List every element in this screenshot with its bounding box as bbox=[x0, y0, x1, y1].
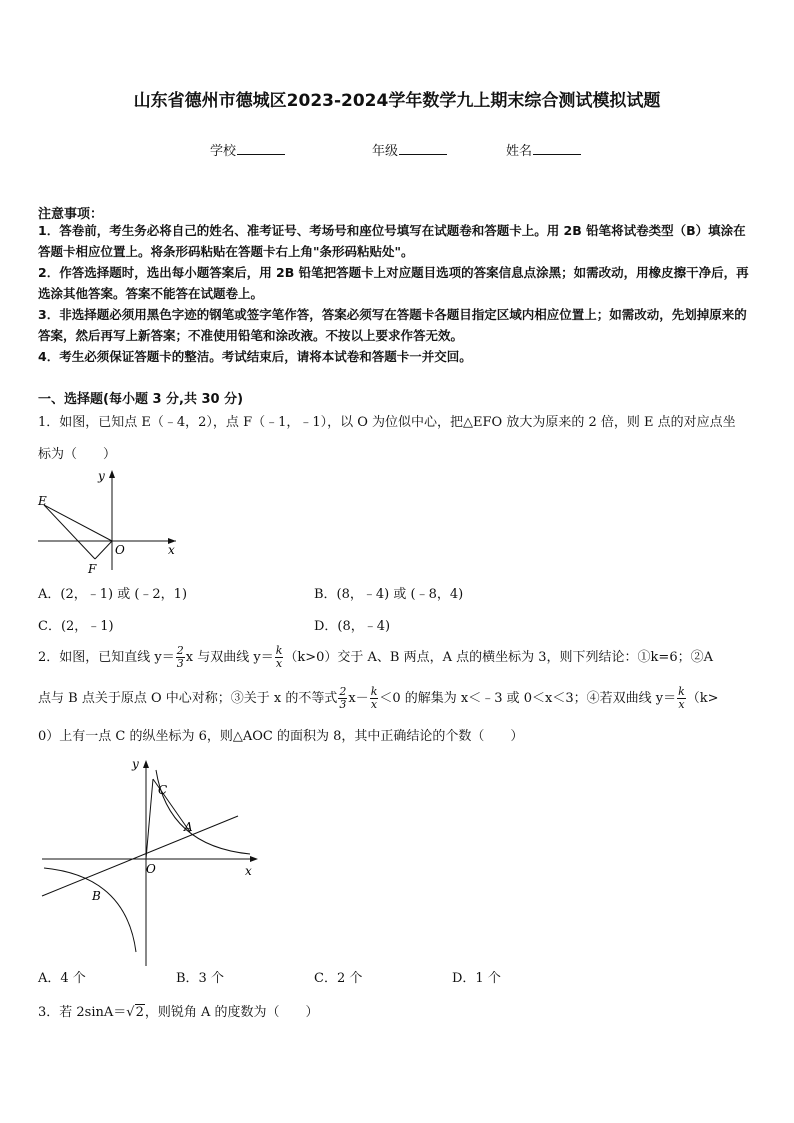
q2-text-1b: x 与双曲线 y＝ bbox=[185, 650, 274, 665]
q2-option-b[interactable]: B．3 个 bbox=[176, 971, 224, 986]
q2-figure bbox=[38, 754, 268, 970]
q2-y-arrow bbox=[143, 760, 149, 768]
q1-stem-line2: 标为（ ） bbox=[38, 447, 117, 462]
q2-option-c[interactable]: C．2 个 bbox=[314, 971, 363, 986]
q2-fraction-3-num: 2 bbox=[339, 685, 347, 698]
note-4: 4．考生必须保证答题卡的整洁。考试结束后，请将本试卷和答题卡一并交回。 bbox=[38, 349, 472, 364]
q2-fraction-2-den: x bbox=[275, 657, 283, 670]
notes-heading: 注意事项： bbox=[38, 207, 104, 222]
grade-label: 年级 bbox=[372, 144, 399, 159]
q2-hyperbola-lower bbox=[44, 868, 136, 952]
q3-text-a: 3．若 2sinA＝ bbox=[38, 1005, 127, 1020]
q2-fraction-5-den: x bbox=[678, 698, 685, 711]
q2-text-2a: 点与 B 点关于原点 O 中心对称；③关于 x 的不等式 bbox=[38, 691, 338, 706]
q1-stem-line1: 1．如图，已知点 E（﹣4，2），点 F（﹣1，﹣1），以 O 为位似中心，把△EFO 放大为原来的 2 倍，则 E 点的对应点坐 bbox=[38, 415, 736, 430]
q2-fraction-3 bbox=[338, 686, 347, 711]
q2-text-2b: x－ bbox=[348, 691, 369, 706]
grade-field bbox=[372, 140, 447, 159]
q2-stem-line3: 0）上有一点 C 的纵坐标为 6，则△AOC 的面积为 8，其中正确结论的个数（ ） bbox=[38, 729, 524, 744]
q2-text-2c: ＜0 的解集为 x＜﹣3 或 0＜x＜3；④若双曲线 y＝ bbox=[379, 691, 677, 706]
q2-fraction-5 bbox=[677, 686, 686, 711]
q2-label-o: O bbox=[146, 862, 156, 876]
name-blank bbox=[533, 142, 581, 155]
q2-text-2d: （k> bbox=[686, 691, 719, 706]
q2-segment-oc bbox=[146, 779, 153, 859]
q2-text-1a: 2．如图，已知直线 y＝ bbox=[38, 650, 175, 665]
q1-label-x: x bbox=[168, 543, 175, 557]
name-label: 姓名 bbox=[506, 144, 533, 159]
q3-sqrt-value: 2 bbox=[135, 1005, 144, 1020]
q2-label-x: x bbox=[245, 864, 252, 878]
q2-fraction-4 bbox=[370, 686, 379, 711]
q2-fraction-2 bbox=[275, 645, 284, 670]
section-heading: 一、选择题(每小题 3 分,共 30 分) bbox=[38, 392, 244, 407]
q1-figure bbox=[34, 466, 184, 578]
grade-blank bbox=[399, 142, 447, 155]
q3-text-b: ，则锐角 A 的度数为（ ） bbox=[144, 1005, 319, 1020]
q2-text-1c: （k>0）交于 A、B 两点，A 点的横坐标为 3，则下列结论：①k=6；②A bbox=[284, 650, 713, 665]
q2-x-arrow bbox=[250, 856, 258, 862]
name-field bbox=[506, 140, 581, 159]
q2-fraction-1-den: 3 bbox=[176, 657, 184, 670]
q2-hyperbola-upper bbox=[156, 770, 250, 854]
q1-option-a[interactable]: A．(2，﹣1) 或 (﹣2，1) bbox=[38, 587, 188, 602]
q2-fraction-4-num: k bbox=[370, 685, 378, 698]
q2-fraction-4-den: x bbox=[370, 698, 378, 711]
q2-fraction-1 bbox=[176, 645, 185, 670]
q1-label-f: F bbox=[88, 562, 97, 576]
q2-stem-line1 bbox=[38, 645, 758, 670]
q1-label-y: y bbox=[98, 469, 105, 483]
q1-segment-fo bbox=[95, 541, 112, 559]
q1-option-b[interactable]: B．(8，﹣4) 或 (﹣8，4) bbox=[314, 587, 464, 602]
q2-label-c: C bbox=[158, 783, 168, 797]
note-2: 2．作答选择题时，选出每小题答案后，用 2B 铅笔把答题卡上对应题目选项的答案信息点涂黑；如需改动，用橡皮擦干净后，再选涂其他答案。答案不能答在试题卷上。 bbox=[38, 265, 749, 301]
sqrt-sign-icon: √ bbox=[126, 1005, 135, 1020]
note-3: 3．非选择题必须用黑色字迹的钢笔或签字笔作答，答案必须写在答题卡各题目指定区域内相应位置上；如需改动，先划掉原来的答案，然后再写上新答案；不准使用铅笔和涂改液。不按以上要求作答无效。 bbox=[38, 307, 747, 343]
note-1: 1．答卷前，考生务必将自己的姓名、准考证号、考场号和座位号填写在试题卷和答题卡上。用 2B 铅笔将试卷类型（B）填涂在答题卡相应位置上。将条形码粘贴在答题卡右上角"条形码粘贴处"。 bbox=[38, 223, 746, 259]
q2-fraction-2-num: k bbox=[275, 644, 283, 657]
q1-y-arrow bbox=[109, 470, 115, 478]
q2-label-b: B bbox=[92, 889, 101, 903]
q2-fraction-1-num: 2 bbox=[176, 644, 184, 657]
school-label: 学校 bbox=[210, 144, 237, 159]
school-blank bbox=[237, 142, 285, 155]
q1-segment-ef bbox=[44, 505, 95, 559]
q2-label-a: A bbox=[184, 820, 193, 834]
q2-fraction-3-den: 3 bbox=[339, 698, 347, 711]
q1-option-c[interactable]: C．(2，﹣1) bbox=[38, 619, 114, 634]
q2-stem-line2 bbox=[38, 686, 758, 711]
q1-segment-eo bbox=[44, 505, 112, 541]
q2-label-y: y bbox=[132, 757, 139, 771]
page-title: 山东省德州市德城区2023-2024学年数学九上期末综合测试模拟试题 bbox=[133, 91, 661, 111]
q2-option-a[interactable]: A．4 个 bbox=[38, 971, 86, 986]
q1-option-d[interactable]: D．(8，﹣4) bbox=[314, 619, 391, 634]
q3-stem bbox=[38, 1003, 758, 1023]
school-field bbox=[210, 140, 285, 159]
q2-option-d[interactable]: D．1 个 bbox=[452, 971, 501, 986]
q2-fraction-5-num: k bbox=[678, 685, 685, 698]
q3-sqrt bbox=[126, 1003, 145, 1023]
q1-label-o: O bbox=[115, 543, 125, 557]
q2-line bbox=[42, 816, 238, 896]
q1-label-e: E bbox=[38, 494, 47, 508]
